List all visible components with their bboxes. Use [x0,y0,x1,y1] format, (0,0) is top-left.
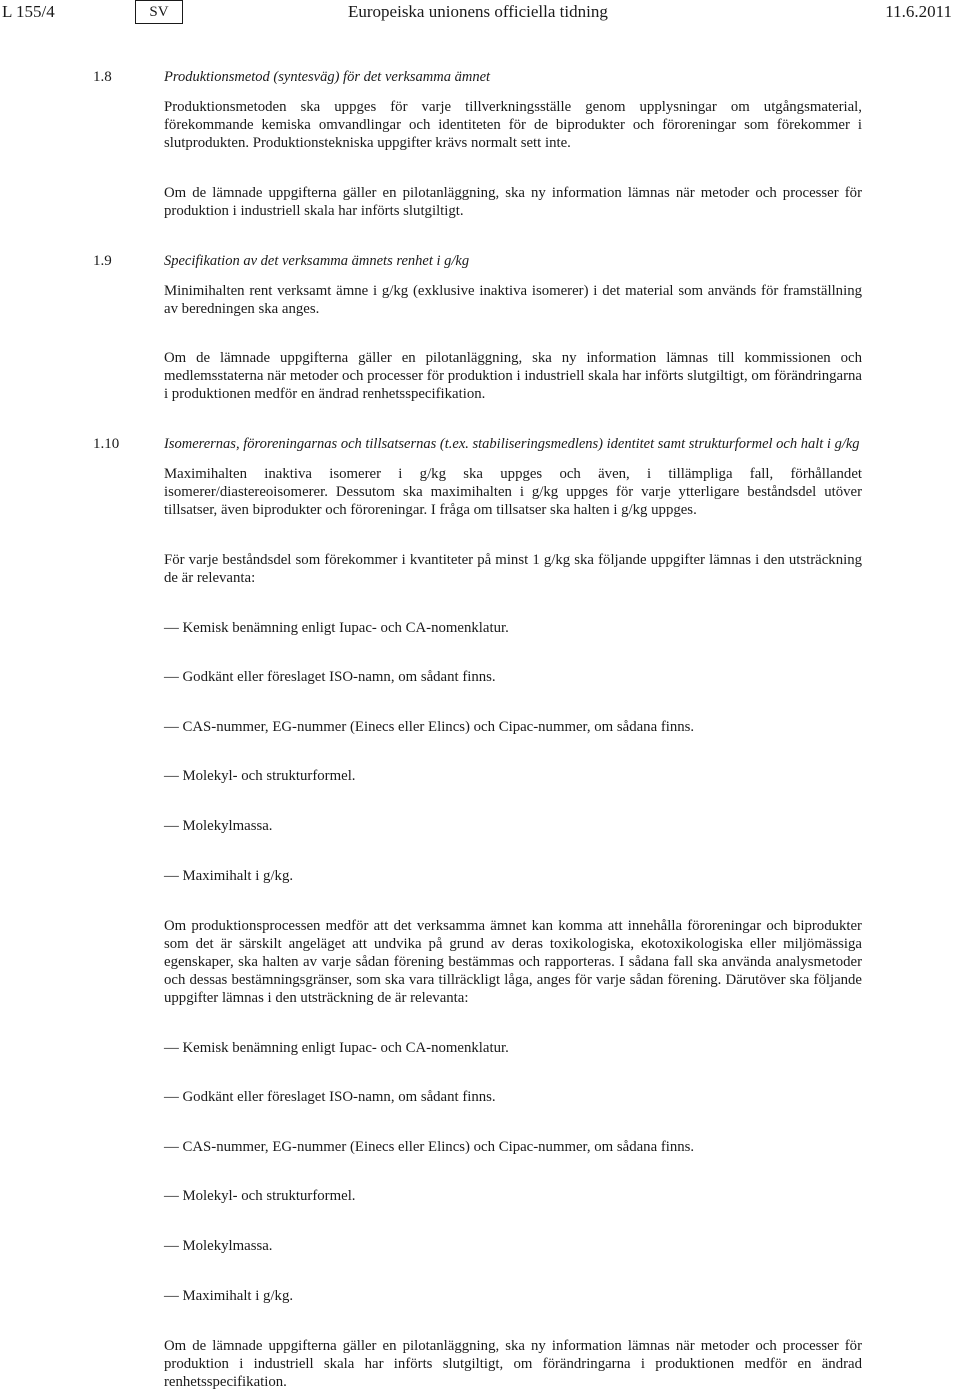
journal-title: Europeiska unionens officiella tidning [348,2,608,21]
section-title: Isomerernas, föroreningarnas och tillsatsernas (t.ex. stabiliseringsmedlens) identitet samt strukturformel och halt i g/kg [164,436,860,452]
list-item: — CAS-nummer, EG-nummer (Einecs eller Elincs) och Cipac-nummer, om sådana finns. [164,1139,695,1155]
page-header [0,0,960,32]
section-number: 1.8 [93,69,112,85]
list-item: — Molekylmassa. [164,818,273,834]
list-item: — Maximihalt i g/kg. [164,1288,294,1304]
list-item: — Kemisk benämning enligt Iupac- och CA-nomenklatur. [164,1040,509,1056]
language-badge: SV [135,0,183,24]
paragraph: Minimihalten rent verksamt ämne i g/kg (exklusive inaktiva isomerer) i det material som används för framställning av beredningen ska anges. [164,283,862,317]
list-item: — Maximihalt i g/kg. [164,868,294,884]
section-title: Produktionsmetod (syntesväg) för det verksamma ämnet [164,69,491,85]
paragraph: Om de lämnade uppgifterna gäller en pilotanläggning, ska ny information lämnas till kommissionen och medlemsstaterna när metoder och processer för produktion i industriell skala har införts slutgiltigt, om förändringarna i produktionen medför en ändrad renhetsspecifikation. [164,350,862,402]
paragraph: Om de lämnade uppgifterna gäller en pilotanläggning, ska ny information lämnas när metoder och processer för produktion i industriell skala har införts slutgiltigt. [164,185,862,219]
list-item: — Molekylmassa. [164,1238,273,1254]
paragraph: För varje beståndsdel som förekommer i kvantiteter på minst 1 g/kg ska följande uppgifter lämnas i den utsträckning de är relevanta: [164,552,862,586]
publication-date: 11.6.2011 [885,2,952,21]
paragraph: Om produktionsprocessen medför att det verksamma ämnet kan komma att innehålla föroreningar och biprodukter som det är särskilt angeläget att undvika på grund av deras toxikologiska, ekotoxikologiska eller miljömässiga egenskaper, ska halten av varje sådan förening bestämmas och rapporteras. I sådana fall ska använda analysmetoder och dessas bestämningsgränser, som ska vara tillräckligt låga, anges för varje sådan förening. Därutöver ska följande uppgifter lämnas i den utsträckning de är relevanta: [164,918,862,1006]
paragraph: Produktionsmetoden ska uppges för varje tillverkningsställe genom upplysningar om utgångsmaterial, förekommande kemiska omvandlingar och identiteten för de biprodukter och föroreningar som förekommer i slutprodukten. Produktionstekniska uppgifter krävs normalt sett inte. [164,99,862,151]
list-item: — Godkänt eller föreslaget ISO-namn, om sådant finns. [164,1089,496,1105]
list-item: — Molekyl- och strukturformel. [164,768,356,784]
section-number: 1.10 [93,436,120,452]
list-item: — CAS-nummer, EG-nummer (Einecs eller Elincs) och Cipac-nummer, om sådana finns. [164,719,695,735]
paragraph: Maximihalten inaktiva isomerer i g/kg ska uppges och även, i tillämpliga fall, förhållandet isomerer/diastereoisomerer. Dessutom ska maximihalten i g/kg uppges för varje ytterligare beståndsdel utöver tillsatser, även biprodukter och föroreningar. I fråga om tillsatser ska halten i g/kg uppges. [164,466,862,518]
list-item: — Godkänt eller föreslaget ISO-namn, om sådant finns. [164,669,496,685]
section-number: 1.9 [93,253,112,269]
paragraph: Om de lämnade uppgifterna gäller en pilotanläggning, ska ny information lämnas när metoder och processer för produktion i industriell skala har införts slutgiltigt, om förändringarna i produktionen medför en ändrad renhetsspecifikation. [164,1338,862,1390]
list-item: — Molekyl- och strukturformel. [164,1188,356,1204]
page-reference: L 155/4 [2,2,55,21]
section-title: Specifikation av det verksamma ämnets renhet i g/kg [164,253,470,269]
list-item: — Kemisk benämning enligt Iupac- och CA-nomenklatur. [164,620,509,636]
